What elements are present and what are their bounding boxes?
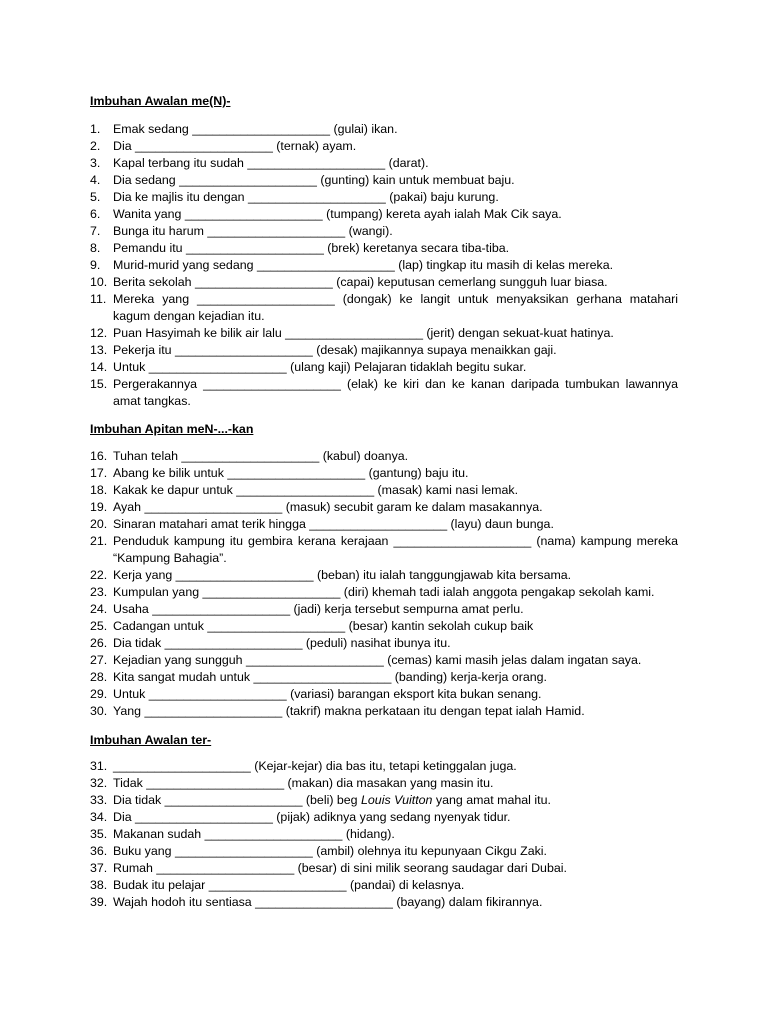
question-text: Pekerja itu ____________________ (desak) majikannya supaya menaikkan gaji.	[113, 343, 557, 357]
question-item	[90, 877, 678, 894]
question-number: 27.	[90, 653, 108, 667]
question-text: Buku yang ____________________ (ambil) olehnya itu kepunyaan Cikgu Zaki.	[113, 844, 547, 858]
question-item	[90, 635, 678, 652]
question-item	[90, 843, 678, 860]
question-number: 38.	[90, 878, 108, 892]
question-item	[90, 291, 678, 325]
question-text: Ayah ____________________ (masuk) secubit garam ke dalam masakannya.	[113, 500, 543, 514]
question-text	[113, 792, 678, 809]
question-item	[90, 601, 678, 618]
question-item	[90, 703, 678, 720]
question-number: 19.	[90, 500, 108, 514]
question-item	[90, 274, 678, 291]
question-number: 32.	[90, 776, 108, 790]
question-item	[90, 894, 678, 911]
question-item	[90, 516, 678, 533]
question-text: Untuk ____________________ (variasi) barangan eksport kita bukan senang.	[113, 687, 542, 701]
question-number: 17.	[90, 466, 108, 480]
question-item	[90, 618, 678, 635]
question-text: Kumpulan yang ____________________ (diri) khemah tadi ialah anggota pengakap sekolah kami.	[113, 585, 655, 599]
question-item	[90, 376, 678, 410]
question-number: 2.	[90, 139, 101, 153]
question-number: 10.	[90, 275, 108, 289]
question-number: 15.	[90, 377, 108, 391]
question-item	[90, 860, 678, 877]
question-number: 33.	[90, 793, 108, 807]
question-item	[90, 669, 678, 686]
question-text: Dia ____________________ (pijak) adiknya yang sedang nyenyak tidur.	[113, 810, 511, 824]
question-text: Cadangan untuk ____________________ (besar) kantin sekolah cukup baik	[113, 619, 534, 633]
question-number: 20.	[90, 517, 108, 531]
question-text: Sinaran matahari amat terik hingga ____________________ (layu) daun bunga.	[113, 517, 554, 531]
question-number: 3.	[90, 156, 101, 170]
question-item	[90, 342, 678, 359]
question-text: Makanan sudah ____________________ (hidang).	[113, 827, 395, 841]
question-text: Kerja yang ____________________ (beban) itu ialah tanggungjawab kita bersama.	[113, 568, 572, 582]
question-item	[90, 758, 678, 775]
question-item	[90, 686, 678, 703]
question-number: 21.	[90, 534, 108, 548]
question-item	[90, 482, 678, 499]
question-number: 8.	[90, 241, 101, 255]
question-number: 9.	[90, 258, 101, 272]
question-item	[90, 325, 678, 342]
question-text: Dia ke majlis itu dengan ____________________ (pakai) baju kurung.	[113, 190, 499, 204]
question-item	[90, 359, 678, 376]
question-number: 37.	[90, 861, 108, 875]
question-item	[90, 792, 678, 809]
question-text: Untuk ____________________ (ulang kaji) Pelajaran tidaklah begitu sukar.	[113, 360, 527, 374]
question-number: 31.	[90, 759, 108, 773]
question-item	[90, 257, 678, 274]
question-item	[90, 172, 678, 189]
question-number: 23.	[90, 585, 108, 599]
question-item	[90, 121, 678, 138]
question-number: 5.	[90, 190, 101, 204]
question-text: Emak sedang ____________________ (gulai) ikan.	[113, 122, 398, 136]
question-text: Yang ____________________ (takrif) makna perkataan itu dengan tepat ialah Hamid.	[113, 704, 585, 718]
question-text: Wajah hodoh itu sentiasa ____________________ (bayang) dalam fikirannya.	[113, 895, 543, 909]
question-number: 26.	[90, 636, 108, 650]
section-heading-awalan-ter: Imbuhan Awalan ter-	[90, 733, 212, 747]
question-number: 4.	[90, 173, 101, 187]
question-number: 11.	[90, 292, 107, 306]
question-text: Tidak ____________________ (makan) dia masakan yang masin itu.	[113, 776, 494, 790]
question-text: Kapal terbang itu sudah ____________________ (darat).	[113, 156, 429, 170]
question-item	[90, 155, 678, 172]
question-number: 14.	[90, 360, 108, 374]
question-text: Pergerakannya ____________________ (elak) ke kiri dan ke kanan daripada tumbukan lawannya amat tangkas.	[113, 377, 678, 408]
question-number: 22.	[90, 568, 108, 582]
question-text: Dia tidak ____________________ (peduli) nasihat ibunya itu.	[113, 636, 451, 650]
question-item	[90, 652, 678, 669]
brand-name: Louis Vuitton	[361, 793, 433, 807]
question-item	[90, 533, 678, 567]
question-item	[90, 809, 678, 826]
question-text: Rumah ____________________ (besar) di sini milik seorang saudagar dari Dubai.	[113, 861, 567, 875]
question-number: 6.	[90, 207, 101, 221]
question-text: Budak itu pelajar ____________________ (pandai) di kelasnya.	[113, 878, 465, 892]
question-text: Tuhan telah ____________________ (kabul) doanya.	[113, 449, 409, 463]
question-text: Pemandu itu ____________________ (brek) keretanya secara tiba-tiba.	[113, 241, 510, 255]
question-text: Berita sekolah ____________________ (capai) keputusan cemerlang sungguh luar biasa.	[113, 275, 608, 289]
question-number: 35.	[90, 827, 108, 841]
question-text: Dia ____________________ (ternak) ayam.	[113, 139, 357, 153]
question-text: Murid-murid yang sedang ____________________ (lap) tingkap itu masih di kelas mereka.	[113, 258, 614, 272]
question-number: 30.	[90, 704, 108, 718]
question-item	[90, 448, 678, 465]
question-text: Dia sedang ____________________ (gunting) kain untuk membuat baju.	[113, 173, 515, 187]
question-text: Puan Hasyimah ke bilik air lalu ____________________ (jerit) dengan sekuat-kuat hatinya.	[113, 326, 614, 340]
question-number: 13.	[90, 343, 108, 357]
question-text: Penduduk kampung itu gembira kerana kerajaan ____________________ (nama) kampung mereka “Kampung Bahagia”.	[113, 534, 678, 565]
question-item	[90, 189, 678, 206]
question-text: Kakak ke dapur untuk ____________________ (masak) kami nasi lemak.	[113, 483, 519, 497]
question-item	[90, 567, 678, 584]
question-number: 28.	[90, 670, 108, 684]
question-item	[90, 775, 678, 792]
question-item	[90, 206, 678, 223]
question-text: Kejadian yang sungguh ____________________ (cemas) kami masih jelas dalam ingatan saya.	[113, 653, 642, 667]
question-number: 7.	[90, 224, 101, 238]
question-text: Usaha ____________________ (jadi) kerja tersebut sempurna amat perlu.	[113, 602, 524, 616]
question-number: 24.	[90, 602, 108, 616]
question-number: 16.	[90, 449, 108, 463]
question-item	[90, 826, 678, 843]
question-text: Bunga itu harum ____________________ (wangi).	[113, 224, 393, 238]
question-number: 12.	[90, 326, 108, 340]
question-number: 1.	[90, 122, 101, 136]
question-item	[90, 584, 678, 601]
question-number: 36.	[90, 844, 108, 858]
question-number: 29.	[90, 687, 108, 701]
question-text-part: Dia tidak ____________________ (beli) beg	[113, 793, 362, 807]
question-text: Abang ke bilik untuk ____________________ (gantung) baju itu.	[113, 466, 469, 480]
question-text-part: yang amat mahal itu.	[432, 793, 551, 807]
question-item	[90, 223, 678, 240]
question-text: ____________________ (Kejar-kejar) dia bas itu, tetapi ketinggalan juga.	[113, 759, 517, 773]
section-heading-awalan-men: Imbuhan Awalan me(N)-	[90, 94, 231, 108]
question-item	[90, 138, 678, 155]
question-item	[90, 499, 678, 516]
question-item	[90, 465, 678, 482]
question-item	[90, 240, 678, 257]
question-text: Kita sangat mudah untuk ____________________ (banding) kerja-kerja orang.	[113, 670, 547, 684]
question-text: Wanita yang ____________________ (tumpang) kereta ayah ialah Mak Cik saya.	[113, 207, 562, 221]
question-number: 39.	[90, 895, 108, 909]
question-number: 18.	[90, 483, 108, 497]
section-heading-apitan-men-kan: Imbuhan Apitan meN-...-kan	[90, 422, 254, 436]
question-number: 25.	[90, 619, 108, 633]
question-text: Mereka yang ____________________ (dongak) ke langit untuk menyaksikan gerhana matahari kagum dengan kejadian itu.	[113, 292, 678, 323]
question-number: 34.	[90, 810, 108, 824]
